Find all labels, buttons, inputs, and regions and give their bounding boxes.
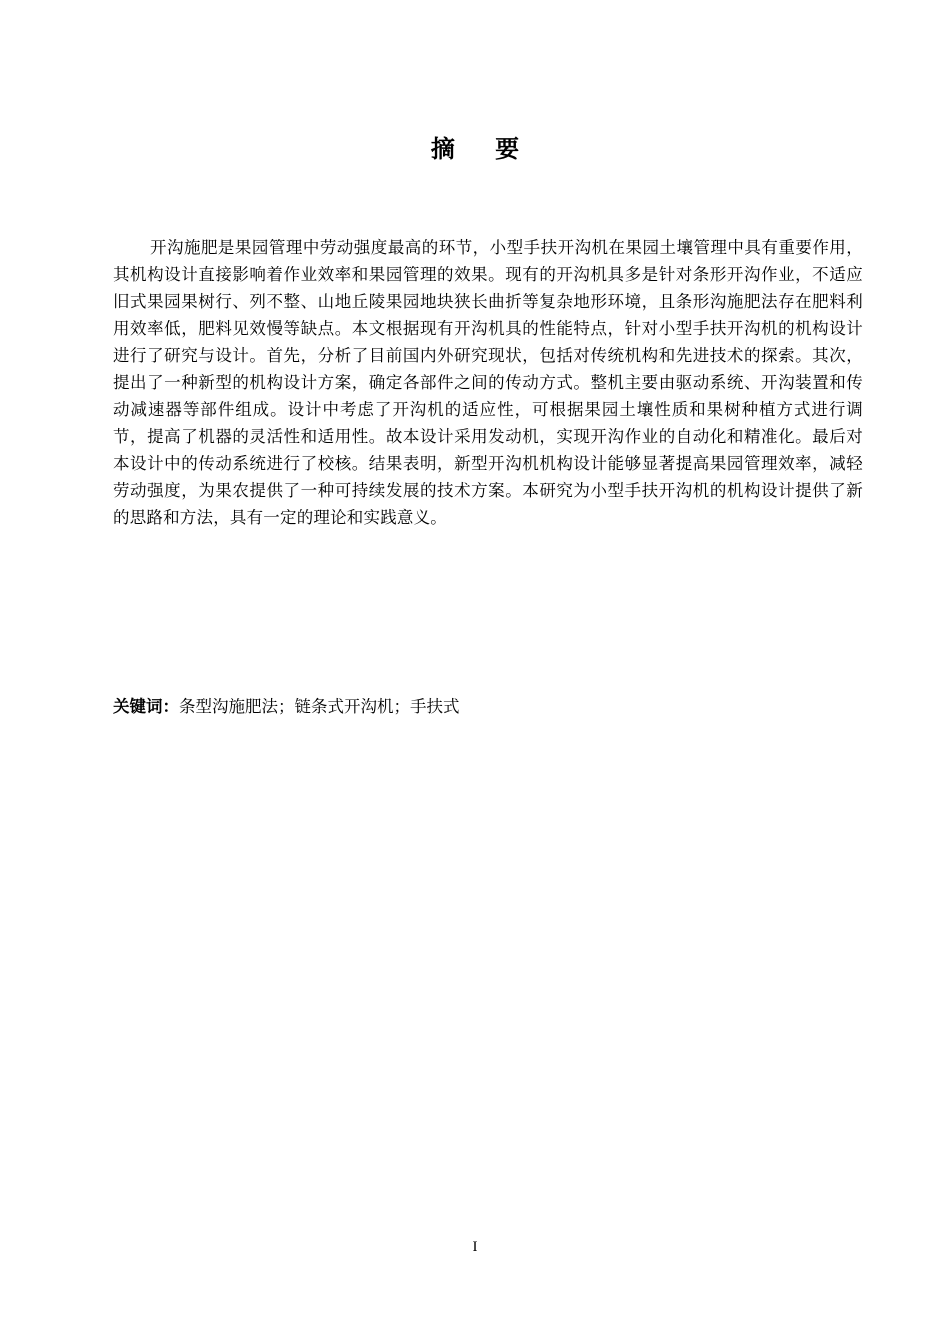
keywords-text: 条型沟施肥法；链条式开沟机；手扶式 — [179, 697, 460, 716]
page-number: I — [472, 1239, 478, 1255]
abstract-paragraph: 开沟施肥是果园管理中劳动强度最高的环节，小型手扶开沟机在果园土壤管理中具有重要作用，其机构设计直接影响着作业效率和果园管理的效果。现有的开沟机具多是针对条形开沟作业，不适应旧式果园果树行、列不整、山地丘陵果园地块狭长曲折等复杂地形环境，且条形沟施肥法存在肥料利用效率低，肥料见效慢等缺点。本文根据现有开沟机具的性能特点，针对小型手扶开沟机的机构设计进行了研究与设计。首先，分析了目前国内外研究现状，包括对传统机构和先进技术的探索。其次，提出了一种新型的机构设计方案，确定各部件之间的传动方式。整机主要由驱动系统、开沟装置和传动减速器等部件组成。设计中考虑了开沟机的适应性，可根据果园土壤性质和果树种植方式进行调节，提高了机器的灵活性和适用性。故本设计采用发动机，实现开沟作业的自动化和精准化。最后对本设计中的传动系统进行了校核。结果表明，新型开沟机机构设计能够显著提高果园管理效率，减轻劳动强度，为果农提供了一种可持续发展的技术方案。本研究为小型手扶开沟机的机构设计提供了新的思路和方法，具有一定的理论和实践意义。 — [113, 238, 863, 527]
keywords-label: 关键词： — [113, 697, 179, 716]
keywords-line — [113, 693, 863, 720]
abstract-title: 摘 要 — [430, 135, 536, 163]
